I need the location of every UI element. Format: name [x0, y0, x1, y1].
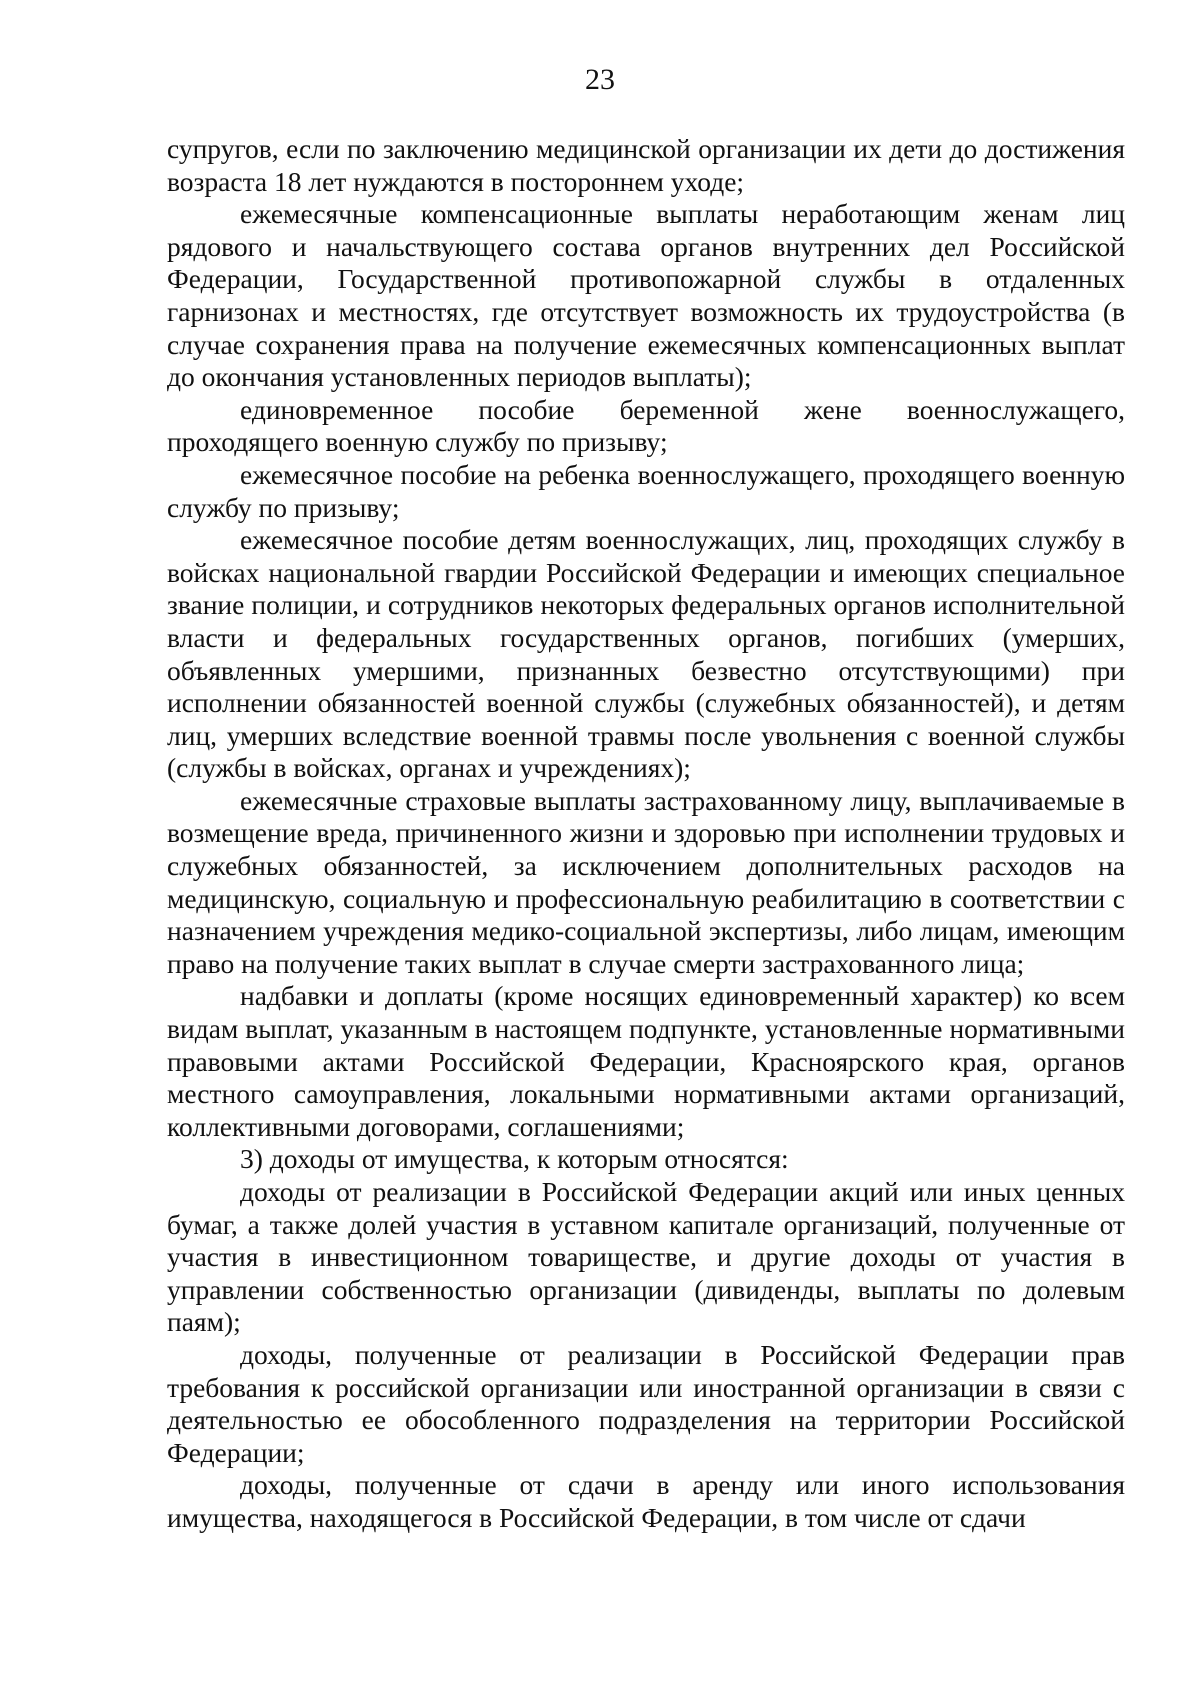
paragraph: доходы от реализации в Российской Федерации акций или иных ценных бумаг, а также долей участия в уставном капитале организаций, полученные от участия в инвестиционном товариществе, и другие доходы от участия в управлении собственностью организации (дивиденды, выплаты по долевым паям);: [167, 1176, 1125, 1338]
document-body: [167, 133, 1125, 1535]
paragraph: единовременное пособие беременной жене военнослужащего, проходящего военную службу по призыву;: [167, 393, 1125, 458]
page-number: 23: [585, 63, 615, 96]
list-item-heading: 3) доходы от имущества, к которым относятся:: [240, 1143, 789, 1175]
paragraph: ежемесячное пособие детям военнослужащих, лиц, проходящих службу в войсках национальной гвардии Российской Федерации и имеющих специальное звание полиции, и сотрудников некоторых федеральных органов исполнительной власти и федеральных государственных органов, погибших (умерших, объявленных умершими, признанных безвестно отсутствующими) при исполнении обязанностей военной службы (служебных обязанностей), и детям лиц, умерших вследствие военной травмы после увольнения с военной службы (службы в войсках, органах и учреждениях);: [167, 524, 1125, 784]
paragraph: доходы, полученные от сдачи в аренду или иного использования имущества, находящегося в Российской Федерации, в том числе от сдачи: [167, 1469, 1125, 1533]
paragraph: надбавки и доплаты (кроме носящих единовременный характер) ко всем видам выплат, указанным в настоящем подпункте, установленные нормативными правовыми актами Российской Федерации, Красноярского края, органов местного самоуправления, локальными нормативными актами организаций, коллективными договорами, соглашениями;: [167, 980, 1125, 1142]
paragraph-continuation: супругов, если по заключению медицинской организации их дети до достижения возраста 18 лет нуждаются в постороннем уходе;: [167, 133, 1125, 197]
paragraph: ежемесячные страховые выплаты застрахованному лицу, выплачиваемые в возмещение вреда, причиненного жизни и здоровью при исполнении трудовых и служебных обязанностей, за исключением дополнительных расходов на медицинскую, социальную и профессиональную реабилитацию в соответствии с назначением учреждения медико-социальной экспертизы, либо лицам, имеющим право на получение таких выплат в случае смерти застрахованного лица;: [167, 784, 1125, 979]
paragraph: ежемесячные компенсационные выплаты неработающим женам лиц рядового и начальствующего состава органов внутренних дел Российской Федерации, Государственной противопожарной службы в отдаленных гарнизонах и местностях, где отсутствует возможность их трудоустройства (в случае сохранения права на получение ежемесячных компенсационных выплат до окончания установленных периодов выплаты);: [167, 198, 1125, 393]
paragraph: доходы, полученные от реализации в Российской Федерации прав требования к российской организации или иностранной организации в связи с деятельностью ее обособленного подразделения на территории Российской Федерации;: [167, 1338, 1125, 1468]
paragraph: ежемесячное пособие на ребенка военнослужащего, проходящего военную службу по призыву;: [167, 458, 1125, 523]
